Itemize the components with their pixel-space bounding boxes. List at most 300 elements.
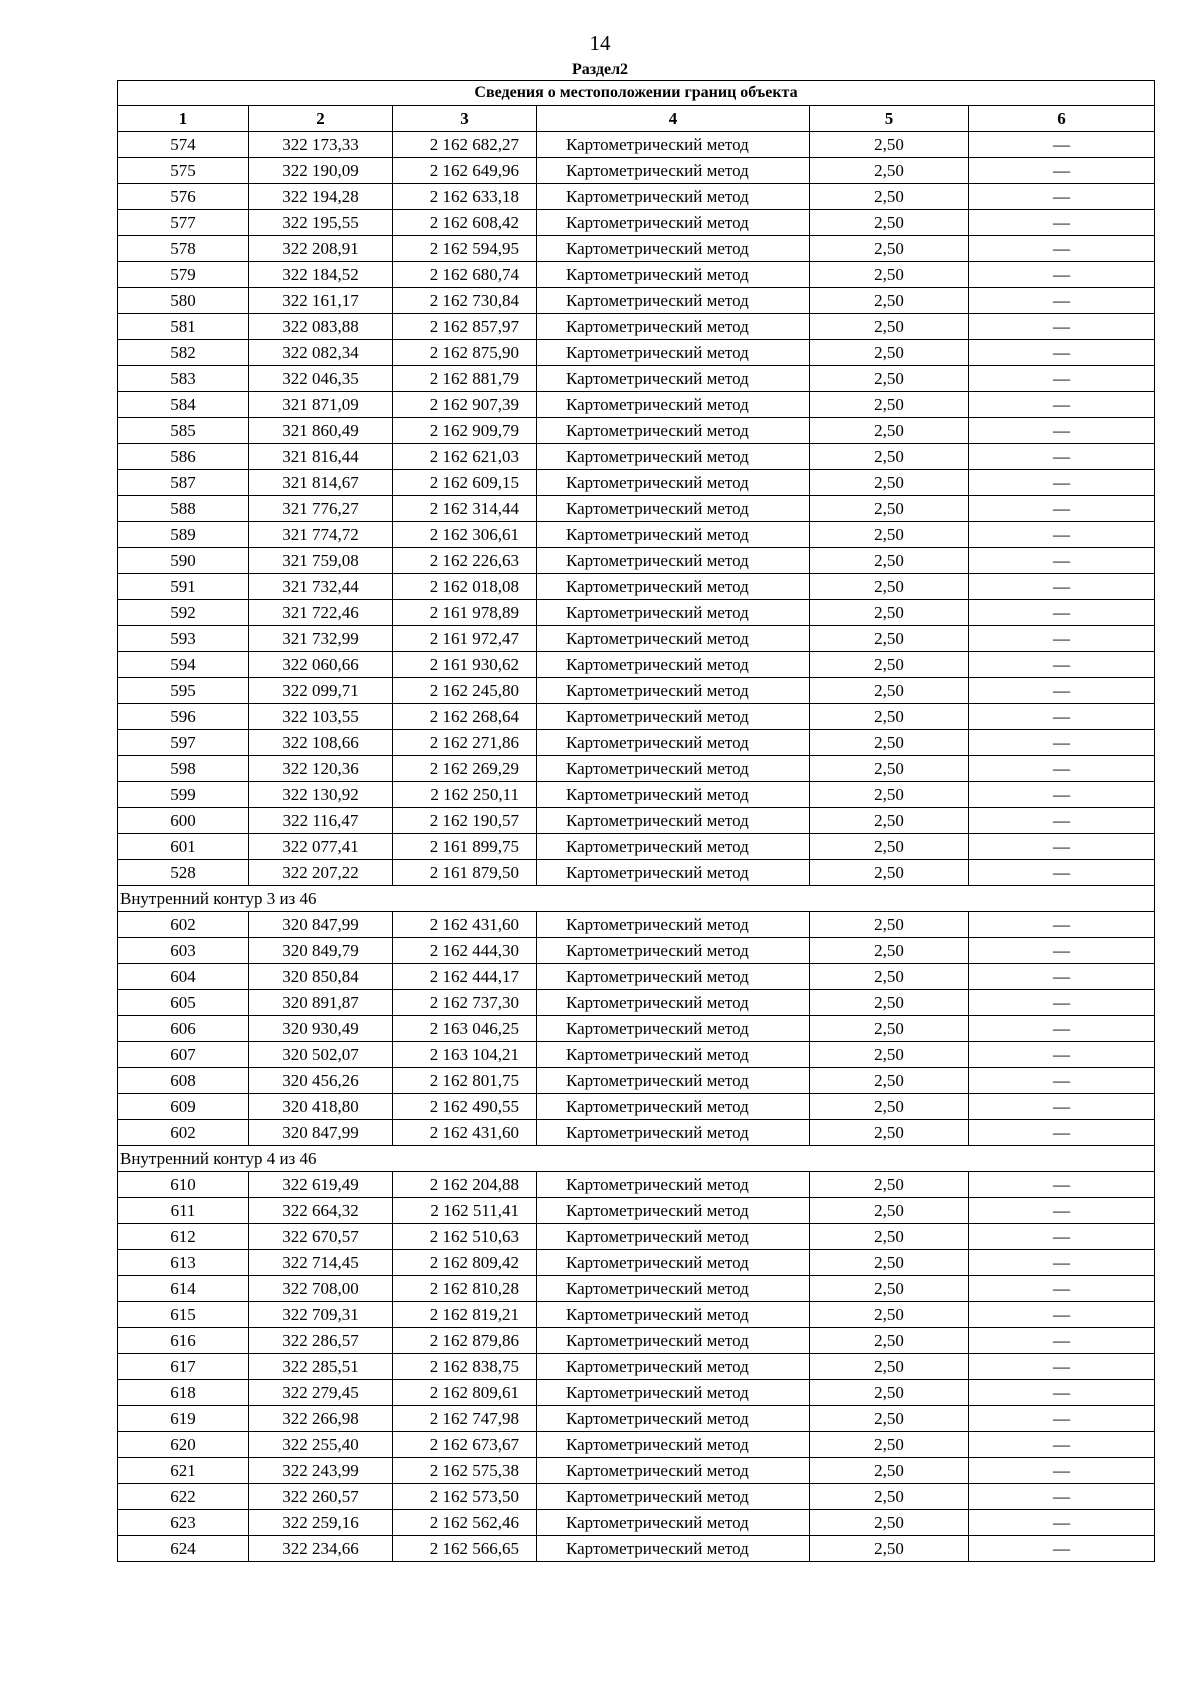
description-cell: — (969, 626, 1155, 652)
method-cell: Картометрический метод (537, 548, 810, 574)
table-row (118, 236, 1155, 262)
point-number-cell: 604 (118, 964, 249, 990)
description-cell: — (969, 1510, 1155, 1536)
method-cell: Картометрический метод (537, 1328, 810, 1354)
table-row (118, 210, 1155, 236)
method-cell: Картометрический метод (537, 132, 810, 158)
point-number-cell: 598 (118, 756, 249, 782)
point-number-cell: 593 (118, 626, 249, 652)
method-cell: Картометрический метод (537, 990, 810, 1016)
column-number: 3 (393, 106, 537, 132)
method-cell: Картометрический метод (537, 1276, 810, 1302)
x-coordinate-cell: 322 243,99 (249, 1458, 393, 1484)
method-cell: Картометрический метод (537, 1016, 810, 1042)
x-coordinate-cell: 322 103,55 (249, 704, 393, 730)
accuracy-cell: 2,50 (810, 1406, 969, 1432)
accuracy-cell: 2,50 (810, 1458, 969, 1484)
method-cell: Картометрический метод (537, 1406, 810, 1432)
x-coordinate-cell: 322 120,36 (249, 756, 393, 782)
point-number-cell: 617 (118, 1354, 249, 1380)
y-coordinate-cell: 2 162 204,88 (393, 1172, 537, 1198)
description-cell: — (969, 1042, 1155, 1068)
column-number: 1 (118, 106, 249, 132)
point-number-cell: 580 (118, 288, 249, 314)
y-coordinate-cell: 2 163 104,21 (393, 1042, 537, 1068)
accuracy-cell: 2,50 (810, 964, 969, 990)
x-coordinate-cell: 320 502,07 (249, 1042, 393, 1068)
method-cell: Картометрический метод (537, 808, 810, 834)
accuracy-cell: 2,50 (810, 912, 969, 938)
y-coordinate-cell: 2 162 511,41 (393, 1198, 537, 1224)
point-number-cell: 605 (118, 990, 249, 1016)
x-coordinate-cell: 321 759,08 (249, 548, 393, 574)
table-row (118, 1380, 1155, 1406)
description-cell: — (969, 912, 1155, 938)
method-cell: Картометрический метод (537, 522, 810, 548)
method-cell: Картометрический метод (537, 418, 810, 444)
table-row (118, 782, 1155, 808)
table-row (118, 548, 1155, 574)
x-coordinate-cell: 322 279,45 (249, 1380, 393, 1406)
method-cell: Картометрический метод (537, 574, 810, 600)
description-cell: — (969, 808, 1155, 834)
point-number-cell: 597 (118, 730, 249, 756)
accuracy-cell: 2,50 (810, 1120, 969, 1146)
table-row (118, 496, 1155, 522)
description-cell: — (969, 1250, 1155, 1276)
y-coordinate-cell: 2 162 431,60 (393, 1120, 537, 1146)
accuracy-cell: 2,50 (810, 314, 969, 340)
x-coordinate-cell: 322 208,91 (249, 236, 393, 262)
method-cell: Картометрический метод (537, 678, 810, 704)
point-number-cell: 587 (118, 470, 249, 496)
table-row (118, 808, 1155, 834)
table-caption: Сведения о местоположении границ объекта (118, 81, 1155, 106)
table-row (118, 184, 1155, 210)
x-coordinate-cell: 322 116,47 (249, 808, 393, 834)
description-cell: — (969, 1276, 1155, 1302)
accuracy-cell: 2,50 (810, 990, 969, 1016)
accuracy-cell: 2,50 (810, 184, 969, 210)
point-number-cell: 618 (118, 1380, 249, 1406)
point-number-cell: 581 (118, 314, 249, 340)
table-row (118, 418, 1155, 444)
column-number: 6 (969, 106, 1155, 132)
accuracy-cell: 2,50 (810, 860, 969, 886)
accuracy-cell: 2,50 (810, 522, 969, 548)
description-cell: — (969, 1224, 1155, 1250)
contour-header-row (118, 1146, 1155, 1172)
accuracy-cell: 2,50 (810, 574, 969, 600)
description-cell: — (969, 1406, 1155, 1432)
table-row (118, 860, 1155, 886)
accuracy-cell: 2,50 (810, 704, 969, 730)
method-cell: Картометрический метод (537, 1250, 810, 1276)
method-cell: Картометрический метод (537, 1094, 810, 1120)
method-cell: Картометрический метод (537, 1302, 810, 1328)
point-number-cell: 616 (118, 1328, 249, 1354)
table-row (118, 1016, 1155, 1042)
point-number-cell: 613 (118, 1250, 249, 1276)
description-cell: — (969, 1068, 1155, 1094)
x-coordinate-cell: 321 816,44 (249, 444, 393, 470)
accuracy-cell: 2,50 (810, 210, 969, 236)
method-cell: Картометрический метод (537, 756, 810, 782)
description-cell: — (969, 1458, 1155, 1484)
y-coordinate-cell: 2 162 633,18 (393, 184, 537, 210)
point-number-cell: 623 (118, 1510, 249, 1536)
method-cell: Картометрический метод (537, 184, 810, 210)
point-number-cell: 591 (118, 574, 249, 600)
point-number-cell: 594 (118, 652, 249, 678)
accuracy-cell: 2,50 (810, 340, 969, 366)
x-coordinate-cell: 320 418,80 (249, 1094, 393, 1120)
accuracy-cell: 2,50 (810, 756, 969, 782)
description-cell: — (969, 756, 1155, 782)
x-coordinate-cell: 322 207,22 (249, 860, 393, 886)
description-cell: — (969, 1536, 1155, 1562)
x-coordinate-cell: 321 860,49 (249, 418, 393, 444)
description-cell: — (969, 1172, 1155, 1198)
description-cell: — (969, 392, 1155, 418)
y-coordinate-cell: 2 162 810,28 (393, 1276, 537, 1302)
method-cell: Картометрический метод (537, 1198, 810, 1224)
x-coordinate-cell: 322 077,41 (249, 834, 393, 860)
description-cell: — (969, 314, 1155, 340)
description-cell: — (969, 1016, 1155, 1042)
point-number-cell: 588 (118, 496, 249, 522)
y-coordinate-cell: 2 162 879,86 (393, 1328, 537, 1354)
table-row (118, 652, 1155, 678)
y-coordinate-cell: 2 162 594,95 (393, 236, 537, 262)
description-cell: — (969, 1328, 1155, 1354)
table-row (118, 340, 1155, 366)
y-coordinate-cell: 2 162 649,96 (393, 158, 537, 184)
x-coordinate-cell: 322 046,35 (249, 366, 393, 392)
method-cell: Картометрический метод (537, 262, 810, 288)
accuracy-cell: 2,50 (810, 132, 969, 158)
accuracy-cell: 2,50 (810, 470, 969, 496)
description-cell: — (969, 652, 1155, 678)
table-row (118, 938, 1155, 964)
x-coordinate-cell: 322 234,66 (249, 1536, 393, 1562)
point-number-cell: 601 (118, 834, 249, 860)
y-coordinate-cell: 2 162 271,86 (393, 730, 537, 756)
x-coordinate-cell: 321 871,09 (249, 392, 393, 418)
table-row (118, 444, 1155, 470)
method-cell: Картометрический метод (537, 860, 810, 886)
accuracy-cell: 2,50 (810, 782, 969, 808)
table-row (118, 678, 1155, 704)
accuracy-cell: 2,50 (810, 678, 969, 704)
point-number-cell: 579 (118, 262, 249, 288)
x-coordinate-cell: 321 776,27 (249, 496, 393, 522)
description-cell: — (969, 340, 1155, 366)
x-coordinate-cell: 322 184,52 (249, 262, 393, 288)
accuracy-cell: 2,50 (810, 496, 969, 522)
table-row (118, 600, 1155, 626)
point-number-cell: 586 (118, 444, 249, 470)
x-coordinate-cell: 322 099,71 (249, 678, 393, 704)
point-number-cell: 603 (118, 938, 249, 964)
description-cell: — (969, 964, 1155, 990)
method-cell: Картометрический метод (537, 210, 810, 236)
x-coordinate-cell: 320 847,99 (249, 912, 393, 938)
method-cell: Картометрический метод (537, 1354, 810, 1380)
table-row (118, 262, 1155, 288)
table-row (118, 1120, 1155, 1146)
accuracy-cell: 2,50 (810, 1354, 969, 1380)
point-number-cell: 609 (118, 1094, 249, 1120)
method-cell: Картометрический метод (537, 600, 810, 626)
point-number-cell: 612 (118, 1224, 249, 1250)
x-coordinate-cell: 322 195,55 (249, 210, 393, 236)
y-coordinate-cell: 2 162 907,39 (393, 392, 537, 418)
y-coordinate-cell: 2 162 269,29 (393, 756, 537, 782)
accuracy-cell: 2,50 (810, 418, 969, 444)
description-cell: — (969, 860, 1155, 886)
table-row (118, 1302, 1155, 1328)
contour-label: Внутренний контур 3 из 46 (118, 886, 1155, 912)
point-number-cell: 620 (118, 1432, 249, 1458)
x-coordinate-cell: 322 670,57 (249, 1224, 393, 1250)
y-coordinate-cell: 2 162 431,60 (393, 912, 537, 938)
table-row (118, 574, 1155, 600)
point-number-cell: 589 (118, 522, 249, 548)
y-coordinate-cell: 2 162 573,50 (393, 1484, 537, 1510)
accuracy-cell: 2,50 (810, 1172, 969, 1198)
description-cell: — (969, 1484, 1155, 1510)
x-coordinate-cell: 320 850,84 (249, 964, 393, 990)
y-coordinate-cell: 2 162 245,80 (393, 678, 537, 704)
description-cell: — (969, 444, 1155, 470)
x-coordinate-cell: 322 255,40 (249, 1432, 393, 1458)
description-cell: — (969, 470, 1155, 496)
x-coordinate-cell: 322 130,92 (249, 782, 393, 808)
page-number: 14 (589, 31, 611, 55)
y-coordinate-cell: 2 162 018,08 (393, 574, 537, 600)
description-cell: — (969, 158, 1155, 184)
point-number-cell: 602 (118, 1120, 249, 1146)
method-cell: Картометрический метод (537, 340, 810, 366)
table-row (118, 1536, 1155, 1562)
x-coordinate-cell: 321 722,46 (249, 600, 393, 626)
method-cell: Картометрический метод (537, 1510, 810, 1536)
point-number-cell: 610 (118, 1172, 249, 1198)
y-coordinate-cell: 2 161 978,89 (393, 600, 537, 626)
y-coordinate-cell: 2 162 747,98 (393, 1406, 537, 1432)
point-number-cell: 614 (118, 1276, 249, 1302)
accuracy-cell: 2,50 (810, 392, 969, 418)
x-coordinate-cell: 322 060,66 (249, 652, 393, 678)
description-cell: — (969, 704, 1155, 730)
point-number-cell: 595 (118, 678, 249, 704)
method-cell: Картометрический метод (537, 1380, 810, 1406)
point-number-cell: 619 (118, 1406, 249, 1432)
contour-header-row (118, 886, 1155, 912)
point-number-cell: 528 (118, 860, 249, 886)
method-cell: Картометрический метод (537, 1172, 810, 1198)
table-row (118, 1198, 1155, 1224)
point-number-cell: 578 (118, 236, 249, 262)
description-cell: — (969, 262, 1155, 288)
accuracy-cell: 2,50 (810, 652, 969, 678)
point-number-cell: 599 (118, 782, 249, 808)
description-cell: — (969, 678, 1155, 704)
table-row (118, 1458, 1155, 1484)
point-number-cell: 592 (118, 600, 249, 626)
table-row (118, 704, 1155, 730)
point-number-cell: 583 (118, 366, 249, 392)
column-number-row (118, 106, 1155, 132)
accuracy-cell: 2,50 (810, 1510, 969, 1536)
y-coordinate-cell: 2 162 680,74 (393, 262, 537, 288)
point-number-cell: 575 (118, 158, 249, 184)
point-number-cell: 622 (118, 1484, 249, 1510)
x-coordinate-cell: 322 285,51 (249, 1354, 393, 1380)
accuracy-cell: 2,50 (810, 1484, 969, 1510)
method-cell: Картометрический метод (537, 730, 810, 756)
method-cell: Картометрический метод (537, 938, 810, 964)
accuracy-cell: 2,50 (810, 730, 969, 756)
description-cell: — (969, 1094, 1155, 1120)
y-coordinate-cell: 2 162 857,97 (393, 314, 537, 340)
method-cell: Картометрический метод (537, 782, 810, 808)
y-coordinate-cell: 2 162 190,57 (393, 808, 537, 834)
method-cell: Картометрический метод (537, 834, 810, 860)
table-row (118, 1432, 1155, 1458)
table-row (118, 1276, 1155, 1302)
y-coordinate-cell: 2 162 575,38 (393, 1458, 537, 1484)
column-number: 2 (249, 106, 393, 132)
method-cell: Картометрический метод (537, 496, 810, 522)
method-cell: Картометрический метод (537, 652, 810, 678)
description-cell: — (969, 1120, 1155, 1146)
description-cell: — (969, 782, 1155, 808)
x-coordinate-cell: 322 708,00 (249, 1276, 393, 1302)
y-coordinate-cell: 2 162 444,17 (393, 964, 537, 990)
method-cell: Картометрический метод (537, 1432, 810, 1458)
y-coordinate-cell: 2 162 801,75 (393, 1068, 537, 1094)
method-cell: Картометрический метод (537, 392, 810, 418)
table-row (118, 522, 1155, 548)
y-coordinate-cell: 2 161 930,62 (393, 652, 537, 678)
table-row (118, 1354, 1155, 1380)
y-coordinate-cell: 2 162 819,21 (393, 1302, 537, 1328)
x-coordinate-cell: 322 108,66 (249, 730, 393, 756)
x-coordinate-cell: 322 082,34 (249, 340, 393, 366)
y-coordinate-cell: 2 162 226,63 (393, 548, 537, 574)
x-coordinate-cell: 322 190,09 (249, 158, 393, 184)
table-row (118, 756, 1155, 782)
description-cell: — (969, 1380, 1155, 1406)
method-cell: Картометрический метод (537, 1484, 810, 1510)
point-number-cell: 584 (118, 392, 249, 418)
accuracy-cell: 2,50 (810, 834, 969, 860)
description-cell: — (969, 938, 1155, 964)
description-cell: — (969, 600, 1155, 626)
description-cell: — (969, 288, 1155, 314)
table-row (118, 990, 1155, 1016)
x-coordinate-cell: 322 709,31 (249, 1302, 393, 1328)
method-cell: Картометрический метод (537, 626, 810, 652)
description-cell: — (969, 1198, 1155, 1224)
accuracy-cell: 2,50 (810, 1068, 969, 1094)
table-row (118, 158, 1155, 184)
table-row (118, 1224, 1155, 1250)
accuracy-cell: 2,50 (810, 1380, 969, 1406)
x-coordinate-cell: 320 847,99 (249, 1120, 393, 1146)
column-number: 5 (810, 106, 969, 132)
accuracy-cell: 2,50 (810, 1328, 969, 1354)
point-number-cell: 608 (118, 1068, 249, 1094)
boundary-coordinates-table (117, 80, 1155, 1562)
point-number-cell: 574 (118, 132, 249, 158)
accuracy-cell: 2,50 (810, 288, 969, 314)
y-coordinate-cell: 2 161 879,50 (393, 860, 537, 886)
table-row (118, 730, 1155, 756)
table-row (118, 470, 1155, 496)
y-coordinate-cell: 2 162 909,79 (393, 418, 537, 444)
accuracy-cell: 2,50 (810, 1302, 969, 1328)
y-coordinate-cell: 2 162 250,11 (393, 782, 537, 808)
accuracy-cell: 2,50 (810, 600, 969, 626)
method-cell: Картометрический метод (537, 1224, 810, 1250)
method-cell: Картометрический метод (537, 314, 810, 340)
table-row (118, 1042, 1155, 1068)
x-coordinate-cell: 322 619,49 (249, 1172, 393, 1198)
x-coordinate-cell: 322 173,33 (249, 132, 393, 158)
x-coordinate-cell: 320 456,26 (249, 1068, 393, 1094)
accuracy-cell: 2,50 (810, 938, 969, 964)
point-number-cell: 621 (118, 1458, 249, 1484)
y-coordinate-cell: 2 162 838,75 (393, 1354, 537, 1380)
accuracy-cell: 2,50 (810, 1276, 969, 1302)
point-number-cell: 590 (118, 548, 249, 574)
y-coordinate-cell: 2 162 875,90 (393, 340, 537, 366)
y-coordinate-cell: 2 162 737,30 (393, 990, 537, 1016)
description-cell: — (969, 366, 1155, 392)
y-coordinate-cell: 2 162 510,63 (393, 1224, 537, 1250)
y-coordinate-cell: 2 162 609,15 (393, 470, 537, 496)
accuracy-cell: 2,50 (810, 1016, 969, 1042)
description-cell: — (969, 236, 1155, 262)
point-number-cell: 606 (118, 1016, 249, 1042)
accuracy-cell: 2,50 (810, 808, 969, 834)
description-cell: — (969, 834, 1155, 860)
point-number-cell: 596 (118, 704, 249, 730)
contour-label: Внутренний контур 4 из 46 (118, 1146, 1155, 1172)
method-cell: Картометрический метод (537, 288, 810, 314)
accuracy-cell: 2,50 (810, 1536, 969, 1562)
point-number-cell: 615 (118, 1302, 249, 1328)
point-number-cell: 607 (118, 1042, 249, 1068)
table-row (118, 1484, 1155, 1510)
table-row (118, 314, 1155, 340)
x-coordinate-cell: 321 732,99 (249, 626, 393, 652)
method-cell: Картометрический метод (537, 158, 810, 184)
point-number-cell: 582 (118, 340, 249, 366)
description-cell: — (969, 1354, 1155, 1380)
table-row (118, 1250, 1155, 1276)
method-cell: Картометрический метод (537, 236, 810, 262)
x-coordinate-cell: 322 266,98 (249, 1406, 393, 1432)
x-coordinate-cell: 322 083,88 (249, 314, 393, 340)
description-cell: — (969, 1302, 1155, 1328)
point-number-cell: 602 (118, 912, 249, 938)
accuracy-cell: 2,50 (810, 158, 969, 184)
description-cell: — (969, 132, 1155, 158)
